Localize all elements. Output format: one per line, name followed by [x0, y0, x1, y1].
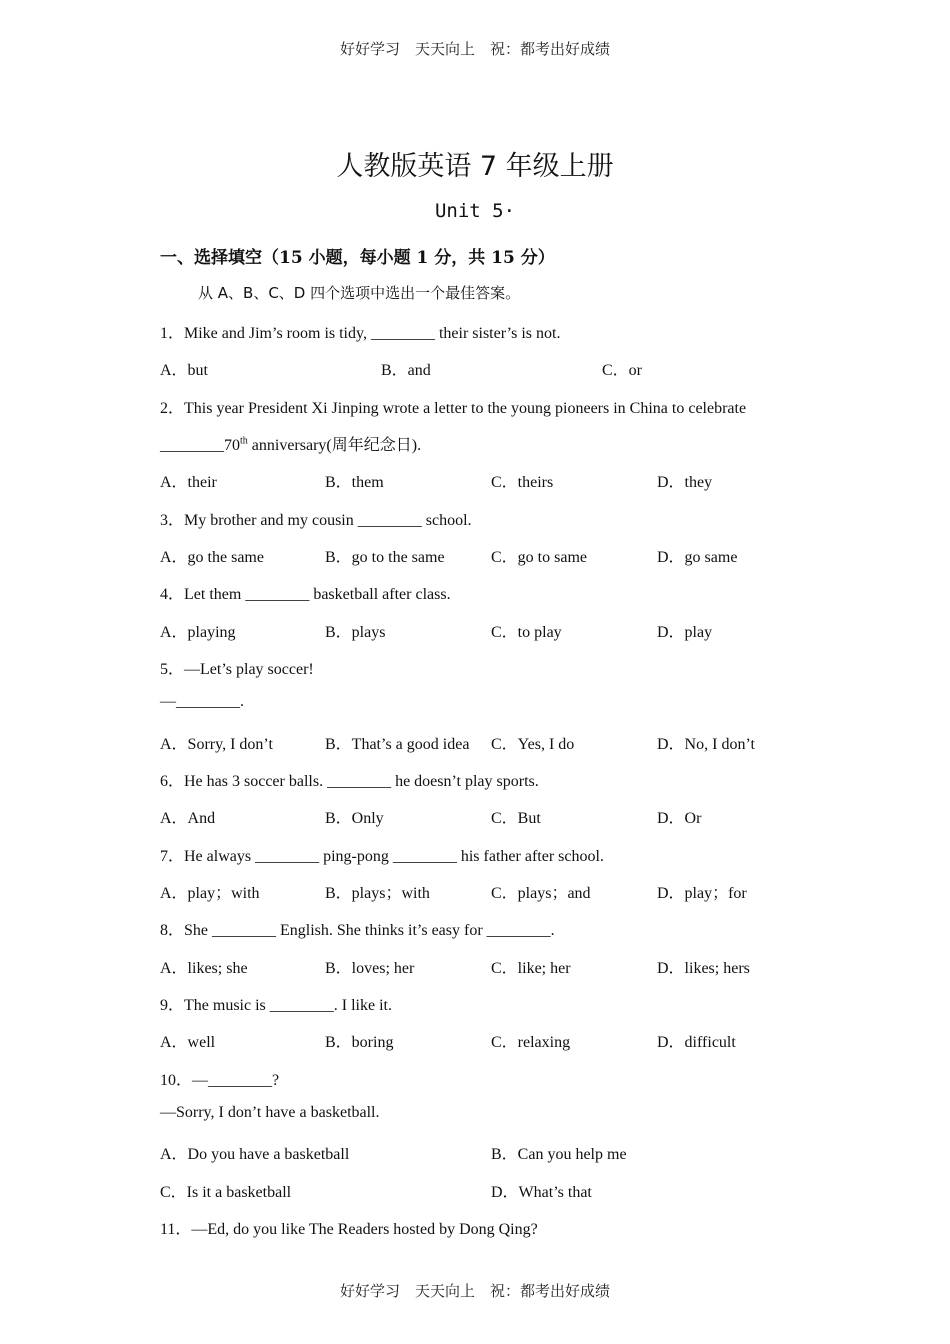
question-11-stem: 11．—Ed, do you like The Readers hosted by Dong Qing? — [160, 1221, 538, 1238]
question-7-option-c: C．plays；and — [491, 885, 591, 902]
question-5-stem: 5．—Let’s play soccer! — [160, 661, 314, 678]
question-10-option-d: D．What’s that — [491, 1184, 592, 1201]
question-8-option-a: A．likes; she — [160, 960, 248, 977]
question-7-option-a: A．play；with — [160, 885, 260, 902]
question-7-option-d: D．play；for — [657, 885, 747, 902]
document-title: 人教版英语 7 年级上册 — [336, 151, 614, 182]
question-10-option-a: A．Do you have a basketball — [160, 1146, 350, 1163]
question-2-stem-line2 — [160, 432, 421, 455]
question-9-option-b: B．boring — [325, 1034, 394, 1051]
question-6-stem: 6．He has 3 soccer balls. ________ he doesn’t play sports. — [160, 773, 539, 790]
question-8-option-c: C．like; her — [491, 960, 571, 977]
question-3-option-a: A．go the same — [160, 549, 264, 566]
section-title: 一、选择填空（15 小题，每小题 1 分，共 15 分） — [160, 248, 555, 268]
question-8-stem: 8．She ________ English. She thinks it’s easy for ________. — [160, 922, 555, 939]
unit-subtitle: Unit 5· — [434, 200, 516, 222]
question-9-option-a: A．well — [160, 1034, 216, 1051]
question-2-option-c: C．theirs — [491, 474, 554, 491]
question-2-stem-end: anniversary(周年纪念日). — [247, 437, 422, 454]
question-1-option-c: C．or — [602, 362, 643, 379]
question-4-option-a: A．playing — [160, 624, 236, 641]
question-3-option-d: D．go same — [657, 549, 738, 566]
question-8-option-b: B．loves; her — [325, 960, 415, 977]
question-9-option-d: D．difficult — [657, 1034, 736, 1051]
page-footer: 好好学习 天天向上 祝：都考出好成绩 — [339, 1282, 610, 1300]
question-1-option-a: A．but — [160, 362, 209, 379]
question-7-stem: 7．He always ________ ping-pong ________ his father after school. — [160, 848, 604, 865]
question-4-option-d: D．play — [657, 624, 713, 641]
question-9-option-c: C．relaxing — [491, 1034, 571, 1051]
question-5-stem-line2: —________. — [160, 693, 244, 710]
question-2-superscript: th — [240, 435, 248, 447]
question-9-stem: 9．The music is ________. I like it. — [160, 997, 392, 1014]
question-8-option-d: D．likes; hers — [657, 960, 750, 977]
question-10-option-c: C．Is it a basketball — [160, 1184, 292, 1201]
question-2-option-d: D．they — [657, 474, 713, 491]
question-2-blank: ________70 — [160, 437, 240, 454]
page-header: 好好学习 天天向上 祝：都考出好成绩 — [339, 40, 610, 58]
question-6-option-d: D．Or — [657, 810, 702, 827]
question-2-stem: 2．This year President Xi Jinping wrote a letter to the young pioneers in China to celebrate — [160, 400, 747, 417]
question-10-stem: 10．—________? — [160, 1072, 280, 1089]
question-5-option-c: C．Yes, I do — [491, 736, 575, 753]
question-5-option-a: A．Sorry, I don’t — [160, 736, 273, 753]
question-7-option-b: B．plays；with — [325, 885, 430, 902]
question-4-option-b: B．plays — [325, 624, 386, 641]
question-10-option-b: B．Can you help me — [491, 1146, 627, 1163]
question-4-option-c: C．to play — [491, 624, 562, 641]
question-6-option-c: C．But — [491, 810, 541, 827]
question-1-option-b: B．and — [381, 362, 431, 379]
question-1-stem: 1．Mike and Jim’s room is tidy, ________ their sister’s is not. — [160, 325, 561, 342]
question-3-option-b: B．go to the same — [325, 549, 445, 566]
question-6-option-a: A．And — [160, 810, 216, 827]
instruction-text: 从 A、B、C、D 四个选项中选出一个最佳答案。 — [198, 284, 521, 302]
question-3-option-c: C．go to same — [491, 549, 587, 566]
question-5-option-b: B．That’s a good idea — [325, 736, 470, 753]
question-4-stem: 4．Let them ________ basketball after class. — [160, 586, 451, 603]
question-2-option-b: B．them — [325, 474, 384, 491]
question-6-option-b: B．Only — [325, 810, 384, 827]
question-2-option-a: A．their — [160, 474, 217, 491]
question-10-stem-line2: —Sorry, I don’t have a basketball. — [160, 1104, 380, 1121]
question-3-stem: 3．My brother and my cousin ________ school. — [160, 512, 472, 529]
question-5-option-d: D．No, I don’t — [657, 736, 755, 753]
